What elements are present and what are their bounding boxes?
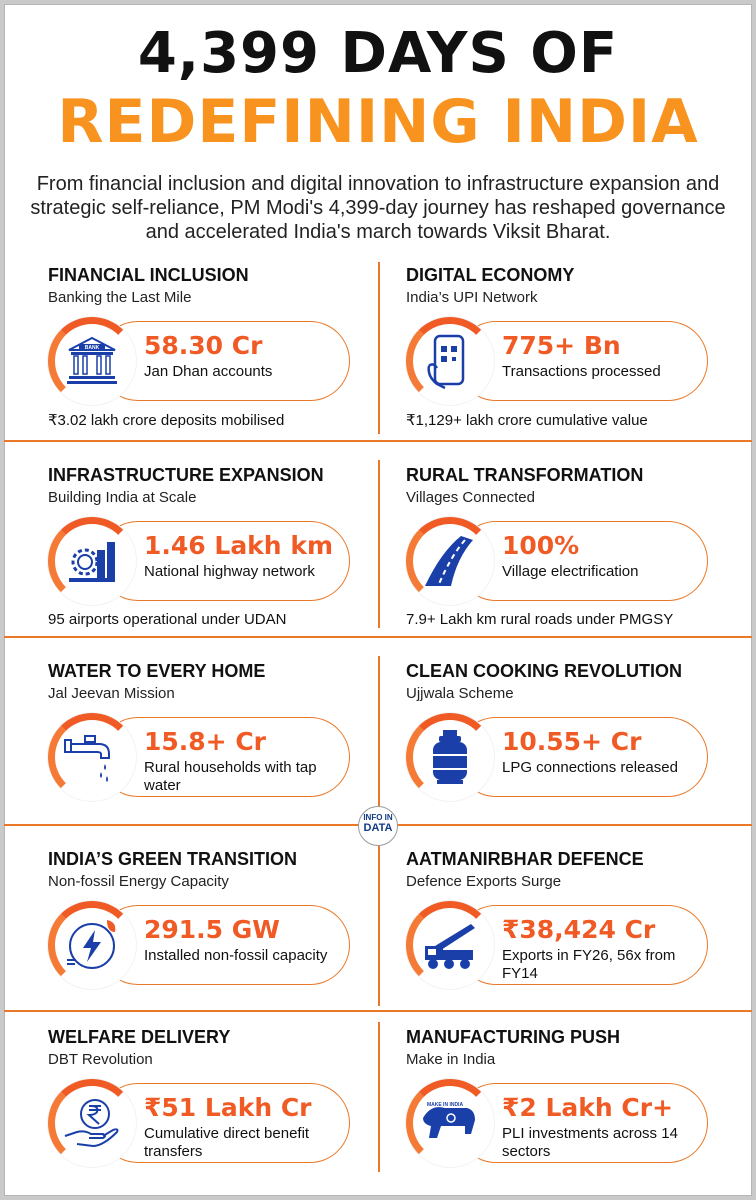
stat-value: ₹2 Lakh Cr+ bbox=[502, 1093, 674, 1122]
card-subheading: Jal Jeevan Mission bbox=[48, 685, 175, 702]
card-heading: CLEAN COOKING REVOLUTION bbox=[406, 661, 683, 681]
icon-circle bbox=[406, 1079, 494, 1167]
stat-row bbox=[48, 315, 388, 407]
stat-label: National highway network bbox=[144, 563, 315, 580]
stat-label: PLI investments across 14 sectors bbox=[502, 1125, 678, 1160]
stat-label: LPG connections released bbox=[502, 759, 678, 776]
card-heading: MANUFACTURING PUSH bbox=[406, 1027, 620, 1047]
card-heading: RURAL TRANSFORMATION bbox=[406, 465, 644, 485]
card-subheading: Non-fossil Energy Capacity bbox=[48, 873, 229, 890]
card-subheading: Defence Exports Surge bbox=[406, 873, 562, 890]
card-heading: WATER TO EVERY HOME bbox=[48, 661, 266, 681]
stat-note: ₹1,129+ lakh crore cumulative value bbox=[406, 412, 648, 429]
icon-circle bbox=[406, 901, 494, 989]
stat-note: 95 airports operational under UDAN bbox=[48, 611, 287, 628]
card-rural-transformation bbox=[406, 464, 746, 628]
stat-value: 100% bbox=[502, 531, 580, 560]
stat-value: 291.5 GW bbox=[144, 915, 280, 944]
bank-icon bbox=[63, 332, 121, 390]
info-in-data-logo bbox=[358, 806, 398, 846]
stat-row bbox=[406, 711, 746, 803]
stat-row bbox=[406, 315, 746, 407]
card-heading: AATMANIRBHAR DEFENCE bbox=[406, 849, 644, 869]
stat-row bbox=[406, 899, 746, 991]
card-water-to-every-home bbox=[48, 660, 388, 803]
stat-note: ₹3.02 lakh crore deposits mobilised bbox=[48, 412, 285, 429]
card-manufacturing-push bbox=[406, 1026, 746, 1169]
road-icon bbox=[421, 532, 479, 590]
card-subheading: Villages Connected bbox=[406, 489, 535, 506]
icon-circle bbox=[48, 517, 136, 605]
card-subheading: Ujjwala Scheme bbox=[406, 685, 514, 702]
stat-value: 58.30 Cr bbox=[144, 331, 263, 360]
icon-circle bbox=[48, 317, 136, 405]
card-welfare-delivery bbox=[48, 1026, 388, 1169]
card-heading: INFRASTRUCTURE EXPANSION bbox=[48, 465, 324, 485]
row-divider bbox=[4, 440, 752, 442]
card-heading: INDIA’S GREEN TRANSITION bbox=[48, 849, 298, 869]
card-digital-economy bbox=[406, 264, 746, 429]
bank-icon-text: BANK bbox=[84, 345, 100, 351]
stat-label: Exports in FY26, 56x from FY14 bbox=[502, 947, 676, 982]
title-line-2: REDEFINING INDIA bbox=[57, 87, 699, 157]
stat-note: 7.9+ Lakh km rural roads under PMGSY bbox=[406, 611, 674, 628]
stat-row bbox=[48, 515, 388, 607]
stat-value: 10.55+ Cr bbox=[502, 727, 642, 756]
logo-line-2: DATA bbox=[363, 822, 393, 834]
card-subheading: Make in India bbox=[406, 1051, 496, 1068]
stat-value: ₹38,424 Cr bbox=[502, 915, 656, 944]
stat-row bbox=[48, 1077, 388, 1169]
stat-value: ₹51 Lakh Cr bbox=[144, 1093, 312, 1122]
stat-row bbox=[48, 899, 388, 991]
card-heading: WELFARE DELIVERY bbox=[48, 1027, 231, 1047]
card-aatmanirbhar-defence bbox=[406, 848, 746, 991]
card-heading: FINANCIAL INCLUSION bbox=[48, 265, 249, 285]
rupee-hand-icon bbox=[63, 1094, 121, 1152]
card-subheading: Building India at Scale bbox=[48, 489, 197, 506]
card-clean-cooking-revolution bbox=[406, 660, 746, 803]
stat-row bbox=[48, 711, 388, 803]
stat-label: Jan Dhan accounts bbox=[144, 363, 273, 380]
stat-label: Installed non-fossil capacity bbox=[144, 947, 328, 964]
logo-line-1: INFO IN bbox=[363, 813, 393, 822]
missile-launcher-icon bbox=[421, 916, 479, 974]
row-divider bbox=[4, 636, 752, 638]
icon-circle bbox=[406, 713, 494, 801]
gas-cylinder-icon bbox=[421, 728, 479, 786]
industry-gear-icon bbox=[63, 532, 121, 590]
icon-circle bbox=[48, 1079, 136, 1167]
stat-row bbox=[406, 515, 746, 607]
title-line-1: 4,399 DAYS OF bbox=[137, 21, 619, 86]
card-subheading: DBT Revolution bbox=[48, 1051, 153, 1068]
make-in-india-lion-icon bbox=[421, 1094, 479, 1152]
stat-label: Rural households with tap water bbox=[144, 759, 317, 794]
intro-paragraph: From financial inclusion and digital innovation to infrastructure expansion and strategic self-reliance, PM Modi's 4,399-day journey has reshaped governance and accelerated India's march towards Viksit Bharat. bbox=[30, 173, 726, 243]
lion-icon-text: MAKE IN INDIA bbox=[426, 1102, 464, 1108]
stat-row bbox=[406, 1077, 746, 1169]
stat-value: 775+ Bn bbox=[502, 331, 621, 360]
card-infrastructure-expansion bbox=[48, 464, 388, 628]
icon-circle bbox=[48, 901, 136, 989]
stat-label: Cumulative direct benefit transfers bbox=[144, 1125, 310, 1160]
icon-circle bbox=[406, 517, 494, 605]
stat-value: 1.46 Lakh km bbox=[144, 531, 333, 560]
icon-circle bbox=[406, 317, 494, 405]
row-divider bbox=[4, 1010, 752, 1012]
phone-qr-icon bbox=[421, 332, 479, 390]
card-green-transition bbox=[48, 848, 388, 991]
card-subheading: Banking the Last Mile bbox=[48, 289, 192, 306]
icon-circle bbox=[48, 713, 136, 801]
green-energy-icon bbox=[63, 916, 121, 974]
tap-icon bbox=[63, 728, 121, 786]
card-financial-inclusion bbox=[48, 264, 388, 429]
card-heading: DIGITAL ECONOMY bbox=[406, 265, 575, 285]
stat-label: Transactions processed bbox=[502, 363, 661, 380]
card-subheading: India’s UPI Network bbox=[406, 289, 538, 306]
stat-value: 15.8+ Cr bbox=[144, 727, 267, 756]
stat-label: Village electrification bbox=[502, 563, 639, 580]
